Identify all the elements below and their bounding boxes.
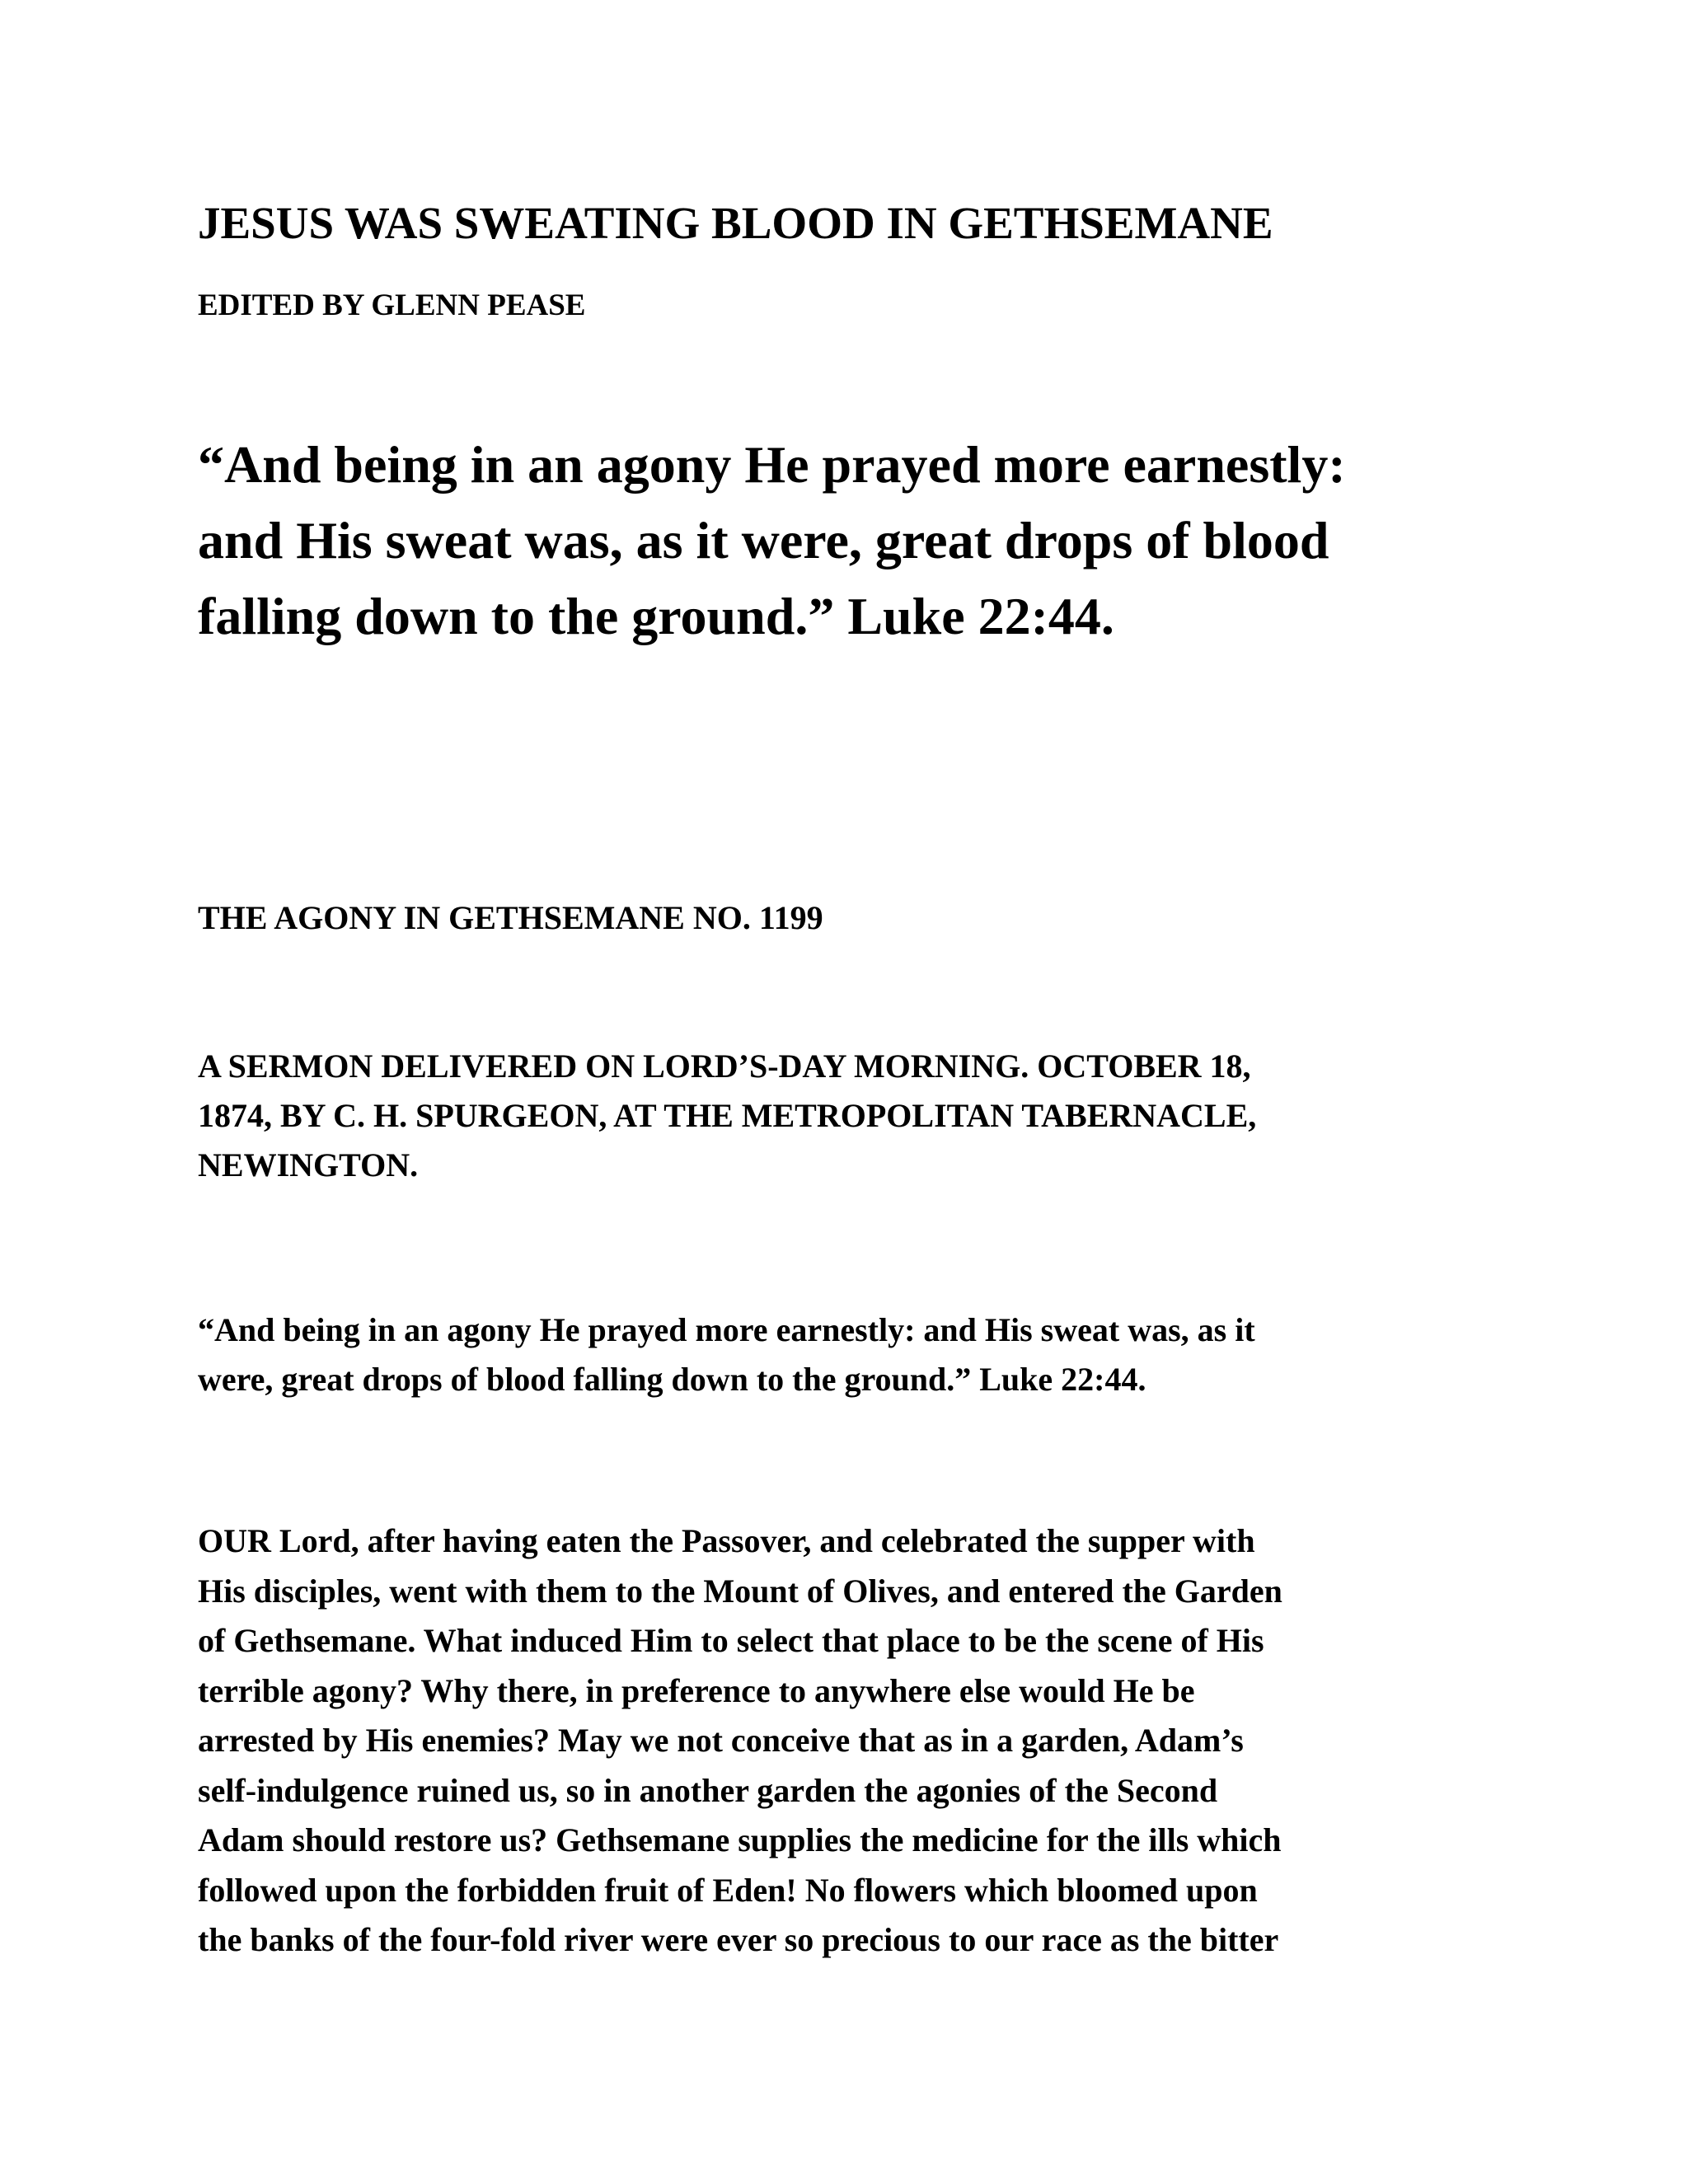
body-line: His disciples, went with them to the Mount of Olives, and entered the Garden [198,1572,1282,1610]
delivery-line: NEWINGTON. [198,1146,419,1183]
body-line: followed upon the forbidden fruit of Eden! No flowers which bloomed upon [198,1871,1258,1909]
sermon-title: THE AGONY IN GETHSEMANE NO. 1199 [198,899,823,936]
body-line: Adam should restore us? Gethsemane supplies the medicine for the ills which [198,1821,1282,1858]
document-title: JESUS WAS SWEATING BLOOD IN GETHSEMANE [198,198,1273,248]
body-line: the banks of the four-fold river were ever so precious to our race as the bitter [198,1921,1279,1958]
epigraph-line: falling down to the ground.” Luke 22:44. [198,587,1114,645]
text-quote-line: “And being in an agony He prayed more earnestly: and His sweat was, as it [198,1311,1255,1348]
epigraph-quote [198,427,1484,654]
body-line: self-indulgence ruined us, so in another garden the agonies of the Second [198,1771,1218,1809]
body-line: OUR Lord, after having eaten the Passover, and celebrated the supper with [198,1522,1255,1559]
body-line: terrible agony? Why there, in preference to anywhere else would He be [198,1671,1195,1709]
epigraph-line: “And being in an agony He prayed more earnestly: [198,435,1346,494]
body-line: of Gethsemane. What induced Him to select that place to be the scene of His [198,1622,1264,1659]
delivery-line: A SERMON DELIVERED ON LORD’S-DAY MORNING. OCTOBER 18, [198,1047,1251,1085]
delivery-line: 1874, BY C. H. SPURGEON, AT THE METROPOLITAN TABERNACLE, [198,1097,1257,1134]
editor-credit: EDITED BY GLENN PEASE [198,288,586,322]
epigraph-line: and His sweat was, as it were, great drops of blood [198,511,1329,569]
sermon-delivery-info [198,1042,1484,1190]
text-quote-line: were, great drops of blood falling down to the ground.” Luke 22:44. [198,1361,1146,1398]
sermon-text-quote [198,1305,1484,1404]
body-line: arrested by His enemies? May we not conceive that as in a garden, Adam’s [198,1722,1244,1759]
body-paragraph [198,1516,1484,1966]
